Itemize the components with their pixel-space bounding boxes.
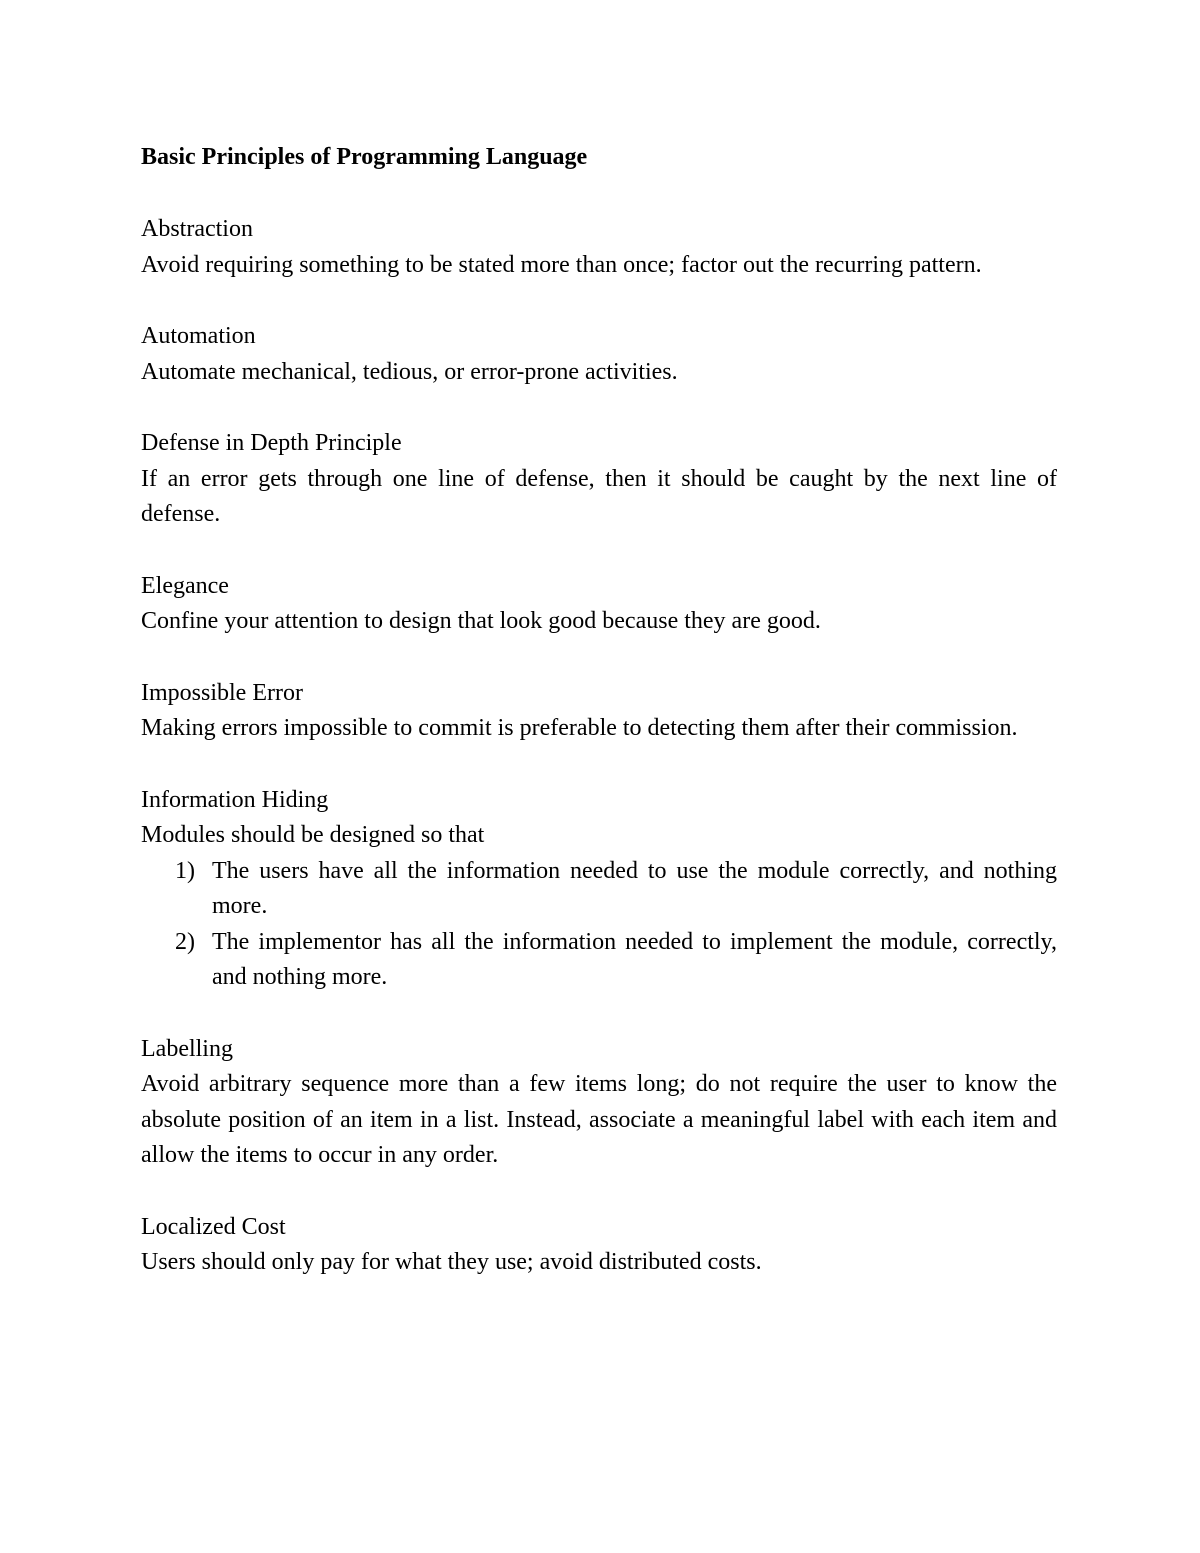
section-heading: Automation [141,323,256,349]
section-impossible-error [141,676,1057,747]
section-abstraction [141,212,1057,283]
section-elegance [141,569,1057,640]
section-body: Automate mechanical, tedious, or error-prone activities. [141,358,678,385]
section-localized-cost [141,1210,1057,1281]
list-item [175,925,1057,996]
document-page [141,138,1057,1317]
list-item-number: 2) [175,928,195,955]
section-defense-in-depth [141,426,1057,533]
section-automation [141,319,1057,390]
section-heading: Labelling [141,1035,233,1062]
document-title: Basic Principles of Programming Language [141,144,588,170]
numbered-list [141,854,1057,996]
section-labelling [141,1032,1057,1174]
section-body: Confine your attention to design that look good because they are good. [141,608,821,634]
section-body: Users should only pay for what they use; avoid distributed costs. [141,1249,762,1275]
section-heading: Impossible Error [141,679,303,706]
section-heading: Elegance [141,572,229,599]
section-heading: Localized Cost [141,1213,286,1240]
section-body: If an error gets through one line of defense, then it should be caught by the next line of defense. [141,465,1057,527]
list-item-text: The implementor has all the information needed to implement the module, correctly, and nothing more. [212,928,1057,990]
section-body: Avoid requiring something to be stated more than once; factor out the recurring pattern. [141,251,982,278]
section-heading: Information Hiding [141,786,329,813]
section-heading: Defense in Depth Principle [141,430,402,456]
section-heading: Abstraction [141,216,253,242]
list-item [175,854,1057,925]
section-information-hiding [141,783,1057,996]
list-item-number: 1) [175,857,195,884]
section-body: Avoid arbitrary sequence more than a few items long; do not require the user to know the absolute position of an item in a list. Instead, associate a meaningful label with each item and allow the items to occur in any order. [141,1071,1057,1168]
section-body: Making errors impossible to commit is preferable to detecting them after their commission. [141,715,1018,741]
list-item-text: The users have all the information needed to use the module correctly, and nothing more. [212,857,1057,919]
section-body: Modules should be designed so that [141,822,485,848]
